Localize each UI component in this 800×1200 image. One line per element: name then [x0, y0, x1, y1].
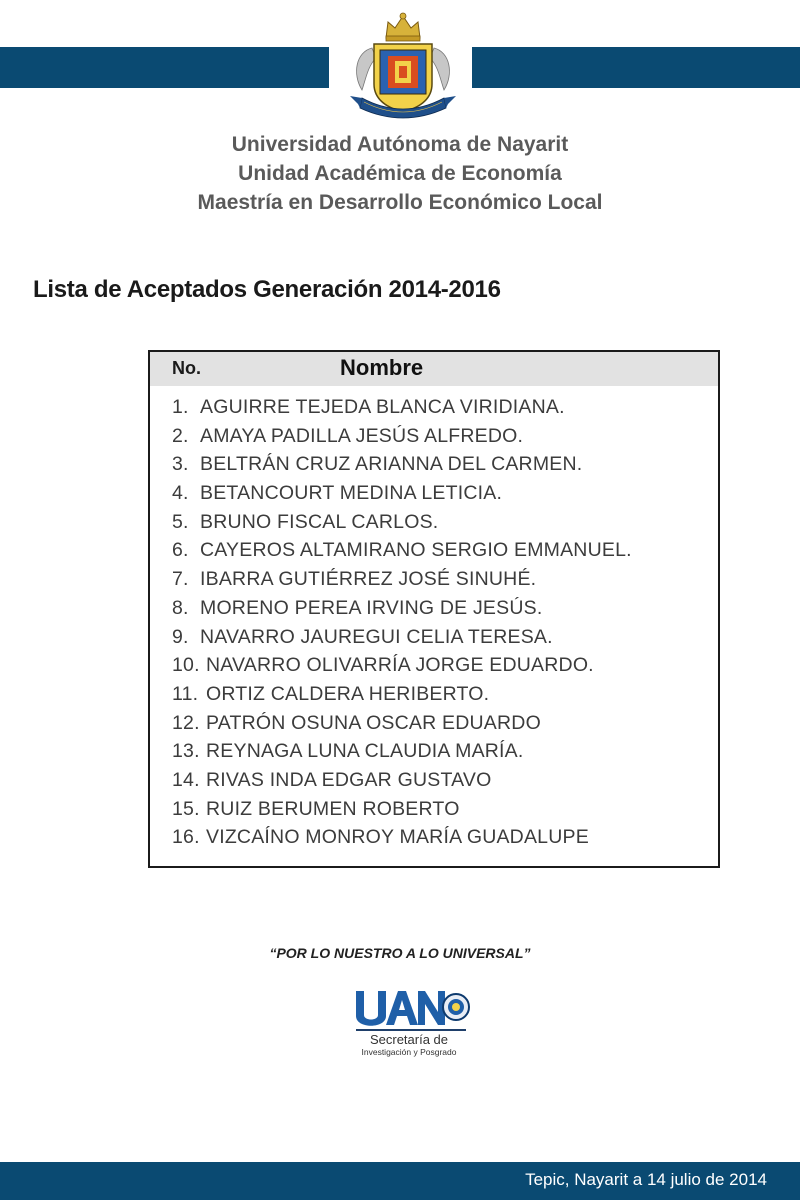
row-number: 6.	[172, 539, 189, 562]
row-number: 3.	[172, 453, 189, 476]
row-number: 13.	[172, 740, 200, 763]
row-name: VIZCAÍNO MONROY MARÍA GUADALUPE	[206, 826, 589, 849]
row-number: 7.	[172, 568, 189, 591]
list-item	[172, 626, 632, 655]
footer-date: Tepic, Nayarit a 14 julio de 2014	[525, 1170, 767, 1189]
row-number: 8.	[172, 596, 189, 619]
list-item	[172, 539, 632, 568]
row-number: 4.	[172, 482, 189, 505]
list-title: Lista de Aceptados Generación 2014-2016	[33, 276, 501, 303]
header-band-right	[472, 47, 800, 88]
list-item	[172, 769, 632, 798]
row-name: IBARRA GUTIÉRREZ JOSÉ SINUHÉ.	[200, 568, 537, 591]
university-name: Universidad Autónoma de Nayarit	[231, 133, 569, 156]
list-item	[172, 511, 632, 540]
row-number: 5.	[172, 510, 189, 533]
program-name: Maestría en Desarrollo Económico Local	[197, 191, 603, 214]
header-band-left	[0, 47, 329, 88]
row-name: CAYEROS ALTAMIRANO SERGIO EMMANUEL.	[200, 539, 632, 562]
university-crest-icon	[342, 8, 464, 124]
row-name: NAVARRO OLIVARRÍA JORGE EDUARDO.	[206, 654, 594, 677]
row-number: 15.	[172, 797, 200, 820]
row-name: AGUIRRE TEJEDA BLANCA VIRIDIANA.	[200, 396, 565, 418]
accepted-names-list	[172, 396, 632, 855]
academic-unit-name: Unidad Académica de Economía	[238, 162, 562, 185]
row-name: BELTRÁN CRUZ ARIANNA DEL CARMEN.	[200, 453, 583, 476]
list-item	[172, 568, 632, 597]
row-name: RUIZ BERUMEN ROBERTO	[206, 797, 460, 820]
row-name: ORTIZ CALDERA HERIBERTO.	[206, 682, 490, 705]
list-item	[172, 597, 632, 626]
row-number: 10.	[172, 654, 200, 677]
row-number: 14.	[172, 768, 200, 791]
row-name: PATRÓN OSUNA OSCAR EDUARDO	[206, 711, 541, 734]
list-item	[172, 425, 632, 454]
row-name: AMAYA PADILLA JESÚS ALFREDO.	[200, 424, 524, 447]
list-item	[172, 683, 632, 712]
row-number: 16.	[172, 826, 200, 849]
list-item	[172, 826, 632, 855]
uan-investigacion-label: Investigación y Posgrado	[361, 1047, 457, 1057]
row-name: REYNAGA LUNA CLAUDIA MARÍA.	[206, 740, 524, 763]
row-name: BRUNO FISCAL CARLOS.	[200, 510, 439, 533]
institution-header	[0, 130, 800, 217]
uan-secretaria-label: Secretaría de	[369, 1032, 449, 1047]
list-item	[172, 712, 632, 741]
list-item	[172, 453, 632, 482]
row-name: RIVAS INDA EDGAR GUSTAVO	[206, 768, 492, 791]
university-motto: “POR LO NUESTRO A LO UNIVERSAL”	[269, 945, 531, 961]
list-item	[172, 654, 632, 683]
row-number: 11.	[172, 682, 199, 705]
list-item	[172, 482, 632, 511]
list-item	[172, 798, 632, 827]
table-header	[150, 352, 718, 386]
row-name: NAVARRO JAUREGUI CELIA TERESA.	[200, 625, 553, 648]
row-number: 2.	[172, 424, 189, 447]
row-name: BETANCOURT MEDINA LETICIA.	[200, 482, 503, 505]
row-number: 12.	[172, 711, 200, 734]
row-number: 1.	[172, 396, 189, 418]
column-header-no: No.	[172, 358, 201, 378]
list-item	[172, 396, 632, 425]
column-header-name: Nombre	[340, 355, 424, 380]
row-name: MORENO PEREA IRVING DE JESÚS.	[200, 596, 543, 619]
row-number: 9.	[172, 625, 189, 648]
list-item	[172, 740, 632, 769]
accepted-list-table	[148, 350, 720, 868]
